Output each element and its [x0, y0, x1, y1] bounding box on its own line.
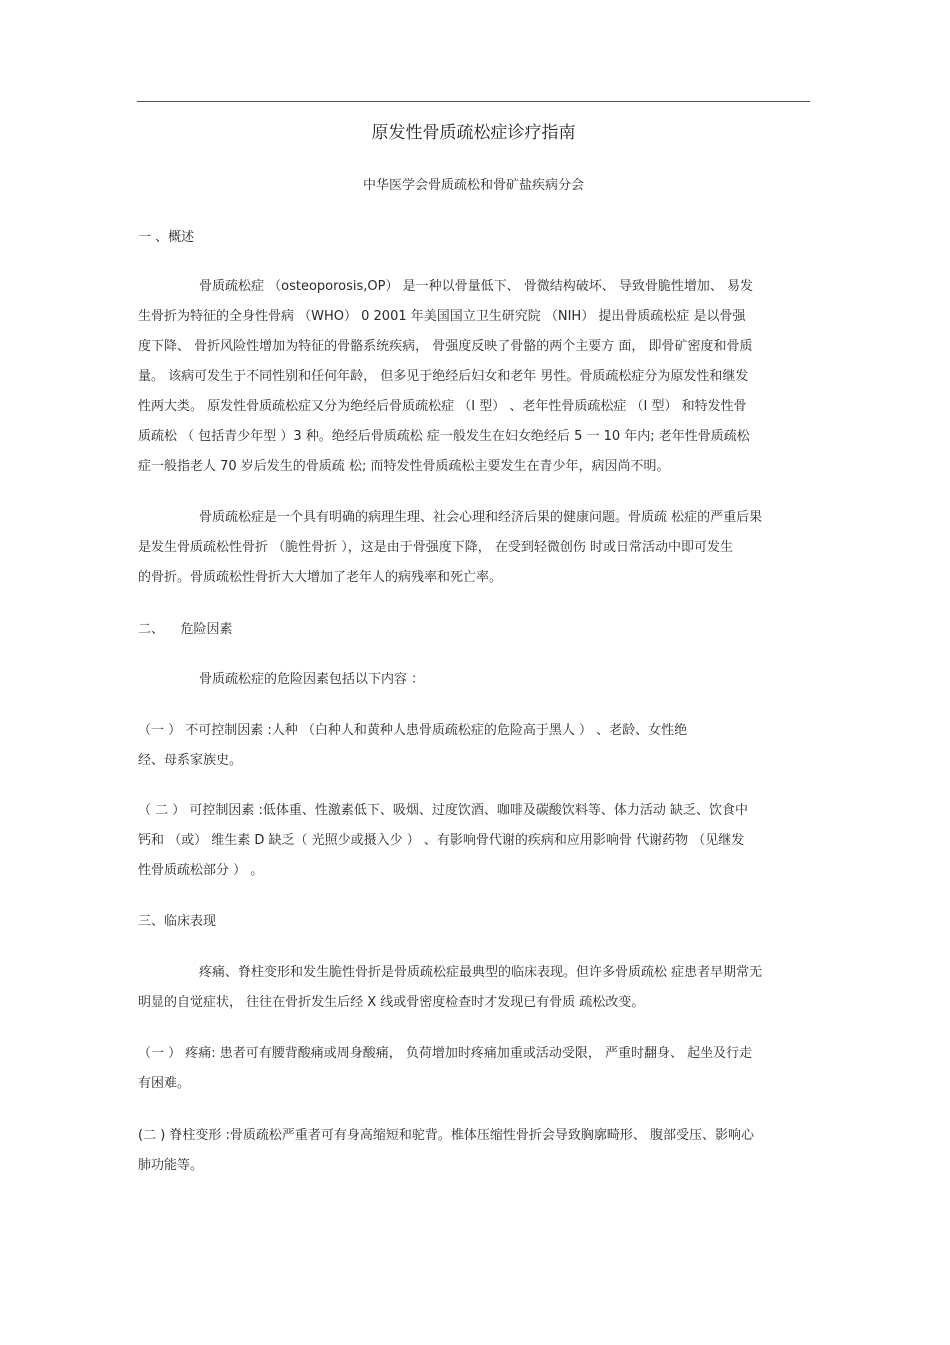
text-line: （ 二 ） 可控制因素 :低体重、性激素低下、吸烟、过度饮酒、咖啡及碳酸饮料等、体力活动 缺乏、饮食中 [138, 803, 749, 818]
section-heading-risk-factors: 二、 危险因素 [138, 622, 233, 637]
document-title: 原发性骨质疏松症诊疗指南 [371, 123, 576, 143]
text-line: (二 ) 脊柱变形 :骨质疏松严重者可有身高缩短和驼背。椎体压缩性骨折会导致胸廓畸形、 腹部受压、影响心 [138, 1128, 755, 1143]
list-item-spinal-deformity [138, 1121, 810, 1181]
text-line: 生骨折为特征的全身性骨病 （WHO） 0 2001 年美国国立卫生研究院 （NIH） 提出骨质疏松症 是以骨强 [138, 309, 746, 324]
list-item-uncontrollable-factors [138, 716, 810, 776]
text-line: （一 ） 疼痛: 患者可有腰背酸痛或周身酸痛， 负荷增加时疼痛加重或活动受限， 严重时翻身、 起坐及行走 [138, 1046, 753, 1061]
text-line: 疼痛、脊柱变形和发生脆性骨折是骨质疏松症最典型的临床表现。但许多骨质疏松 症患者早期常无 [199, 965, 763, 980]
text-line: 量。 该病可发生于不同性别和任何年龄， 但多见于绝经后妇女和老年 男性。骨质疏松症分为原发性和继发 [138, 369, 749, 384]
paragraph-risk-intro [138, 665, 810, 695]
paragraph-definition [138, 272, 810, 482]
text-line: 钙和 （或） 维生素 D 缺乏（ 光照少或摄入少 ） 、有影响骨代谢的疾病和应用影响骨 代谢药物 （见继发 [138, 833, 745, 848]
header-rule [137, 101, 810, 102]
list-item-controllable-factors [138, 796, 810, 886]
text-line: 质疏松 （ 包括青少年型 ）3 种。绝经后骨质疏松 症一般发生在妇女绝经后 5 一 10 年内; 老年性骨质疏松 [138, 429, 750, 444]
document-author: 中华医学会骨质疏松和骨矿盐疾病分会 [362, 178, 584, 193]
text-line: （一 ） 不可控制因素 :人种 （白种人和黄种人患骨质疏松症的危险高于黑人 ） 、老龄、女性绝 [138, 723, 688, 738]
text-line: 经、母系家族史。 [138, 753, 243, 768]
section-heading-clinical: 三、临床表现 [138, 914, 217, 929]
text-line: 度下降、 骨折风险性增加为特征的骨骼系统疾病， 骨强度反映了骨骼的两个主要方 面， 即骨矿密度和骨质 [138, 339, 753, 354]
text-line: 性两大类。 原发性骨质疏松症又分为绝经后骨质疏松症 （I 型） 、老年性骨质疏松症 （I 型） 和特发性骨 [138, 399, 747, 414]
text-line: 明显的自觉症状， 往往在骨折发生后经 X 线或骨密度检查时才发现已有骨质 疏松改变。 [138, 995, 645, 1010]
text-line: 是发生骨质疏松性骨折 （脆性骨折 ），这是由于骨强度下降， 在受到轻微创伤 时或日常活动中即可发生 [138, 540, 734, 555]
text-line: 有困难。 [138, 1076, 191, 1091]
text-line: 性骨质疏松部分 ） 。 [138, 863, 264, 878]
paragraph-consequences [138, 503, 810, 593]
section-heading-overview: 一 、概述 [138, 230, 195, 245]
text-line: 骨质疏松症 （osteoporosis,OP） 是一种以骨量低下、 骨微结构破坏、 导致骨脆性增加、 易发 [199, 279, 754, 294]
list-item-pain [138, 1039, 810, 1099]
text-line: 骨质疏松症的危险因素包括以下内容 ： [199, 672, 425, 687]
paragraph-clinical-intro [138, 958, 810, 1018]
text-line: 的骨折。骨质疏松性骨折大大增加了老年人的病残率和死亡率。 [138, 570, 503, 585]
text-line: 肺功能等。 [138, 1158, 204, 1173]
text-line: 骨质疏松症是一个具有明确的病理生理、社会心理和经济后果的健康问题。骨质疏 松症的严重后果 [199, 510, 763, 525]
text-line: 症一般指老人 70 岁后发生的骨质疏 松; 而特发性骨质疏松主要发生在青少年，病因尚不明。 [138, 459, 670, 474]
